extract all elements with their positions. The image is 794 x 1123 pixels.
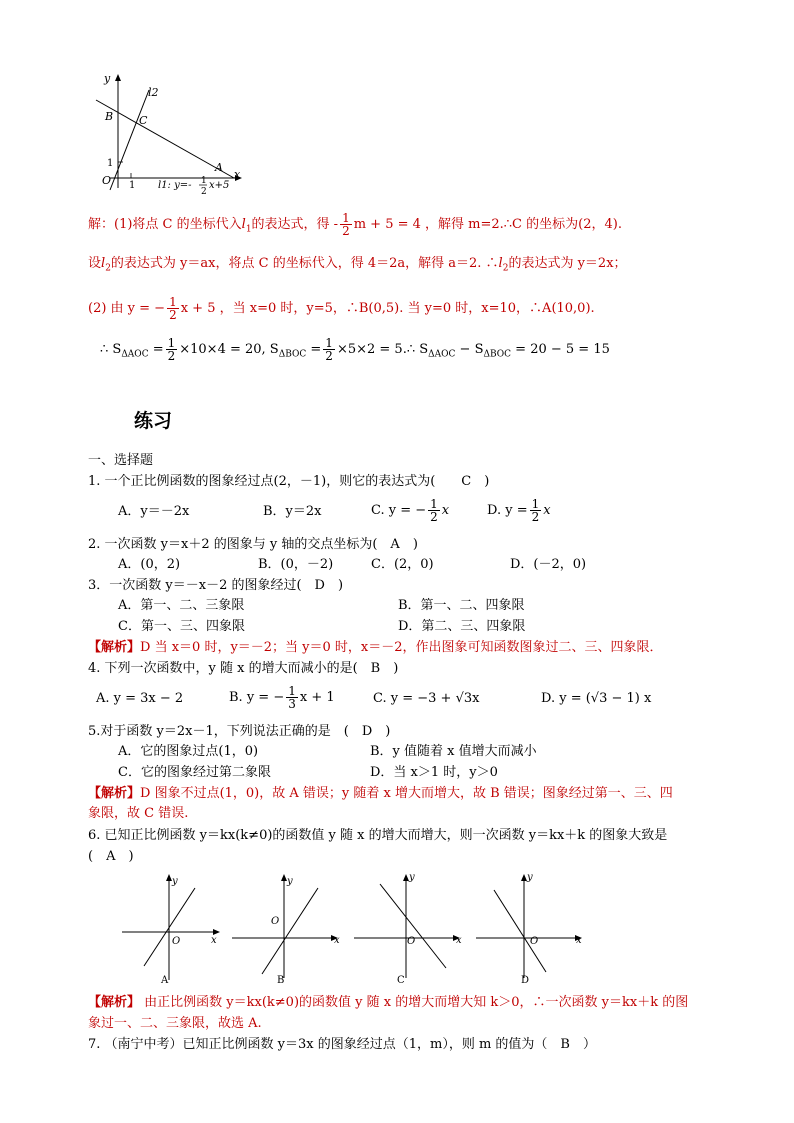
solution-line-4: ∴ $S_{\Delta AOC}$ = $\frac{1}{2}$ ×10×4 = 20, $S_{\Delta BOC}$ = $\frac{1}{2}$ ×5×2 = 5.∴ $S_{\Delta AOC} - S_{\Delta BOC} = 20 - 5 = 15$: [100, 336, 610, 363]
q4-option-a: A. y = 3x − 2: [96, 691, 184, 706]
q5-stem: 5.对于函数 y＝2x－1，下列说法正确的是 ( D ): [88, 724, 391, 739]
l1-num: 1: [201, 176, 207, 186]
line-l2: [110, 90, 149, 190]
lines-graph: [88, 70, 258, 196]
solution-line-3: (2) 由 y = − $\frac{1}{2}$ x + 5 ，当 x=0 时，y=5，∴B(0,5). 当 y=0 时，x=10，∴A(10,0).: [88, 295, 595, 322]
q4-option-c: C. y = −3 + √3x: [373, 691, 480, 706]
q6d-x: x: [576, 935, 582, 946]
q6c-y: y: [409, 872, 415, 883]
label-l1: l1: y=-: [158, 180, 192, 191]
label-x: x: [234, 168, 241, 181]
label-l2: l2: [148, 86, 159, 99]
line-l1: [96, 100, 234, 178]
q5-explanation: 【解析】D 图象不过点(1，0)，故 A 错误；y 随着 x 增大而增大，故 B 错误；图象经过第一、三、四: [88, 786, 673, 801]
q6c-x: x: [456, 935, 462, 946]
section-title: 练习: [134, 410, 173, 432]
q5-option-d: D．当 x＞1 时，y＞0: [370, 765, 498, 780]
l1-den: 2: [201, 187, 207, 196]
q6-graph-d: [472, 870, 590, 988]
q5-explanation-2: 象限，故 C 错误.: [88, 806, 189, 821]
q2-option-c: C．(2，0): [371, 557, 434, 572]
q6a-x: x: [211, 935, 217, 946]
q4-option-b: B. y = − $\frac{1}{3}$ x + 1: [229, 684, 335, 711]
label-B: B: [105, 110, 114, 123]
solution-line-1: 解：(1)将点 C 的坐标代入$l_1$的表达式，得 - $\frac{1}{2}$ m + 5 = 4 ，解得 m=2.∴C 的坐标为(2，4).: [88, 211, 622, 238]
q6c-o: O: [407, 936, 416, 947]
label-1y: 1: [107, 158, 114, 169]
label-1x: 1: [129, 180, 136, 191]
q6-graph-a: [118, 870, 228, 988]
q1-option-d: D. y = $\frac{1}{2}$ x: [487, 497, 551, 524]
q6d-o: O: [530, 936, 539, 947]
q1-option-a: A．y＝－2x: [118, 504, 190, 519]
q6b-y: y: [287, 876, 293, 887]
q6-stem: 6. 已知正比例函数 y＝kx(k≠0)的函数值 y 随 x 的增大而增大，则一次函数 y＝kx＋k 的图象大致是: [88, 828, 668, 843]
y-axis-arrow: [115, 74, 121, 81]
q2-option-d: D．(－2，0): [510, 557, 587, 572]
q6-stem-2: ( A ): [88, 849, 134, 864]
q6a-label: A: [161, 975, 169, 986]
q3-option-d: D．第二、三、四象限: [398, 619, 526, 634]
l1-tail: x+5: [209, 180, 230, 191]
label-origin: O: [102, 174, 112, 187]
q4-option-d: D. y = (√3 − 1) x: [541, 691, 652, 706]
q2-stem: 2. 一次函数 y＝x＋2 的图象与 y 轴的交点坐标为( A ): [88, 537, 418, 552]
q1-option-c: C. y = − $\frac{1}{2}$ x: [371, 497, 450, 524]
q6c-label: C: [397, 975, 405, 986]
q3-option-b: B．第一、二、四象限: [398, 598, 525, 613]
label-A: A: [215, 161, 223, 174]
q6d-label: D: [521, 975, 530, 986]
q5-option-c: C．它的图象经过第二象限: [118, 765, 271, 780]
q2-option-b: B．(0，－2): [258, 557, 334, 572]
q1-stem: 1. 一个正比例函数的图象经过点(2，－1)，则它的表达式为( C ): [88, 474, 490, 489]
q6d-y: y: [527, 872, 533, 883]
label-C: C: [139, 114, 148, 127]
q3-explanation: 【解析】D 当 x＝0 时，y＝－2；当 y＝0 时，x＝－2，作出图象可知函数图象过二、三、四象限．: [88, 640, 663, 655]
q3-stem: 3．一次函数 y＝－x－2 的图象经过( D ): [88, 578, 344, 593]
q6b-label: B: [277, 975, 285, 986]
q5-option-a: A．它的图象过点(1，0): [118, 744, 259, 759]
solution-line-2: 设$l_2$的表达式为 y＝ax，将点 C 的坐标代入，得 4＝2a，解得 a＝2. $\therefore l_2$的表达式为 y＝2x；: [88, 256, 627, 274]
q3-option-c: C．第一、三、四象限: [118, 619, 245, 634]
label-y: y: [104, 72, 111, 85]
q5-option-b: B．y 值随着 x 值增大而减小: [370, 744, 537, 759]
q2-option-a: A．(0，2): [118, 557, 181, 572]
q3-option-a: A．第一、二、三象限: [118, 598, 245, 613]
q4-stem: 4. 下列一次函数中，y 随 x 的增大而减小的是( B ): [88, 661, 399, 676]
part-heading: 一、选择题: [88, 453, 154, 468]
q6-explanation-2: 象过一、二、三象限，故选 A.: [88, 1016, 262, 1031]
q1-option-b: B．y＝2x: [263, 504, 322, 519]
q6b-x: x: [334, 935, 340, 946]
q6a-o: O: [172, 936, 181, 947]
q6-explanation: 【解析】 由正比例函数 y＝kx(k≠0)的函数值 y 随 x 的增大而增大知 k＞0，∴一次函数 y＝kx＋k 的图: [88, 995, 689, 1010]
q6-graph-b: [228, 870, 346, 988]
q6a-y: y: [172, 876, 178, 887]
q6-graph-c: [350, 870, 468, 988]
q7-stem: 7. （南宁中考）已知正比例函数 y＝3x 的图象经过点（1，m），则 m 的值为（ B ）: [88, 1037, 596, 1052]
q6b-o: O: [271, 916, 280, 927]
